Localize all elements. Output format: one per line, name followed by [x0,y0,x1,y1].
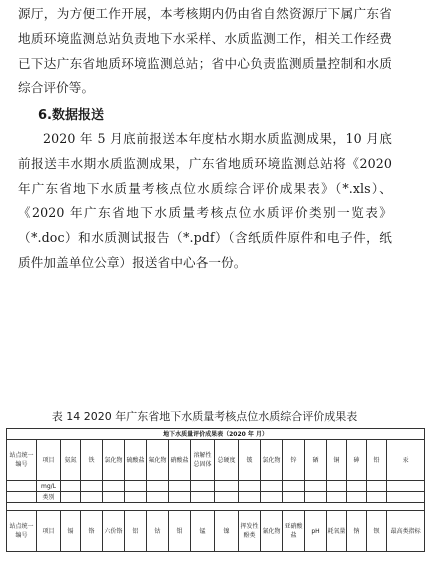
header-cell: 项目 [37,511,61,552]
header-cell: 铝 [125,511,147,552]
header-cell: 氨氮 [61,440,81,481]
header-cell: 亚硝酸盐 [283,511,305,552]
header-cell: 站点统一编号 [7,511,37,552]
header-cell: 汞 [387,440,425,481]
table-cell [367,481,387,492]
table-cell [283,481,305,492]
table-cell [347,481,367,492]
category-cell: 类别 [37,492,61,503]
header-cell: 铅 [367,440,387,481]
table-cell [387,492,425,503]
header-cell: 铍 [239,440,261,481]
header-cell: 钴 [147,511,169,552]
header-cell: 硫酸盐 [125,440,147,481]
table-cell [305,492,327,503]
table-cell [7,492,37,503]
header-cell: 铬 [81,511,103,552]
header-cell: 铜 [327,440,347,481]
table-cell [103,481,125,492]
header-cell: 站点统一编号 [7,440,37,481]
header-cell: 锰 [191,511,215,552]
header-row-2 [7,511,425,552]
header-cell: 砷 [347,440,367,481]
table-cell [169,481,191,492]
spacer-row [7,503,425,511]
table-cell [191,492,215,503]
header-cell: 钠 [347,511,367,552]
table-cell [125,492,147,503]
header-cell: 六价铬 [103,511,125,552]
table-cell [239,481,261,492]
header-cell: 项目 [37,440,61,481]
unit-cell: mg/L [37,481,61,492]
table-title: 地下水质量评价成果表（2020 年 月） [7,429,425,440]
table-cell [215,481,239,492]
header-cell: 镍 [215,511,239,552]
header-cell: pH [305,511,327,552]
table-cell [261,492,283,503]
header-cell: 钼 [169,511,191,552]
header-cell: 氰化物 [261,511,283,552]
header-cell: 氟化物 [147,440,169,481]
table-cell [347,492,367,503]
paragraph-personnel: 源厅，为方便工作开展，本考核期内仍由省自然资源厅下属广东省地质环境监测总站负责地下水采样、水质监测工作，相关工作经费已下达广东省地质环境监测总站；省中心负责监测质量控制和水质综合评价等。 [18,6,392,96]
table-cell [305,481,327,492]
table-caption: 表 14 2020 年广东省地下水质量考核点位水质综合评价成果表 [51,410,358,423]
header-cell: 挥发性酚类 [239,511,261,552]
category-row [7,492,425,503]
table-cell [215,492,239,503]
table-cell [283,492,305,503]
header-cell: 镉 [61,511,81,552]
header-row-1 [7,440,425,481]
table-cell [125,481,147,492]
table-cell [327,492,347,503]
table-cell [81,481,103,492]
header-cell: 锌 [283,440,305,481]
header-cell: 钡 [367,511,387,552]
header-cell: 氯化物 [103,440,125,481]
table-cell [147,492,169,503]
header-cell: 最高类指标 [387,511,425,552]
section-heading-data-submission: 6.数据报送 [38,108,104,123]
header-cell: 硝酸盐 [169,440,191,481]
table-cell [7,481,37,492]
table-cell [169,492,191,503]
table-cell [103,492,125,503]
paragraph-data-submission: 2020 年 5 月底前报送本年度枯水期水质监测成果，10 月底前报送丰水期水质监测成果，广东省地质环境监测总站将《2020年广东省地下水质量考核点位水质综合评价成果表》（*.xls）、《2020 年广东省地下水质量考核点位水质评价类别一览表》（*.doc）和水质测试报告（*.pdf）（含纸质件原件和电子件，纸质件加盖单位公章）报送省中心各一份。 [18,131,392,270]
table-cell [239,492,261,503]
header-cell: 铁 [81,440,103,481]
unit-row [7,481,425,492]
table-cell [147,481,169,492]
table-cell [191,481,215,492]
header-cell: 耗氧量 [327,511,347,552]
table-spacer [7,503,425,511]
table-cell [81,492,103,503]
header-cell: 硒 [305,440,327,481]
table-cell [327,481,347,492]
evaluation-table [6,428,425,552]
header-cell: 总硬度 [215,440,239,481]
table-cell [367,492,387,503]
table-cell [61,492,81,503]
table-cell [61,481,81,492]
header-cell: 氯化物 [261,440,283,481]
table-cell [387,481,425,492]
header-cell: 溶解性总固体 [191,440,215,481]
table-cell [261,481,283,492]
